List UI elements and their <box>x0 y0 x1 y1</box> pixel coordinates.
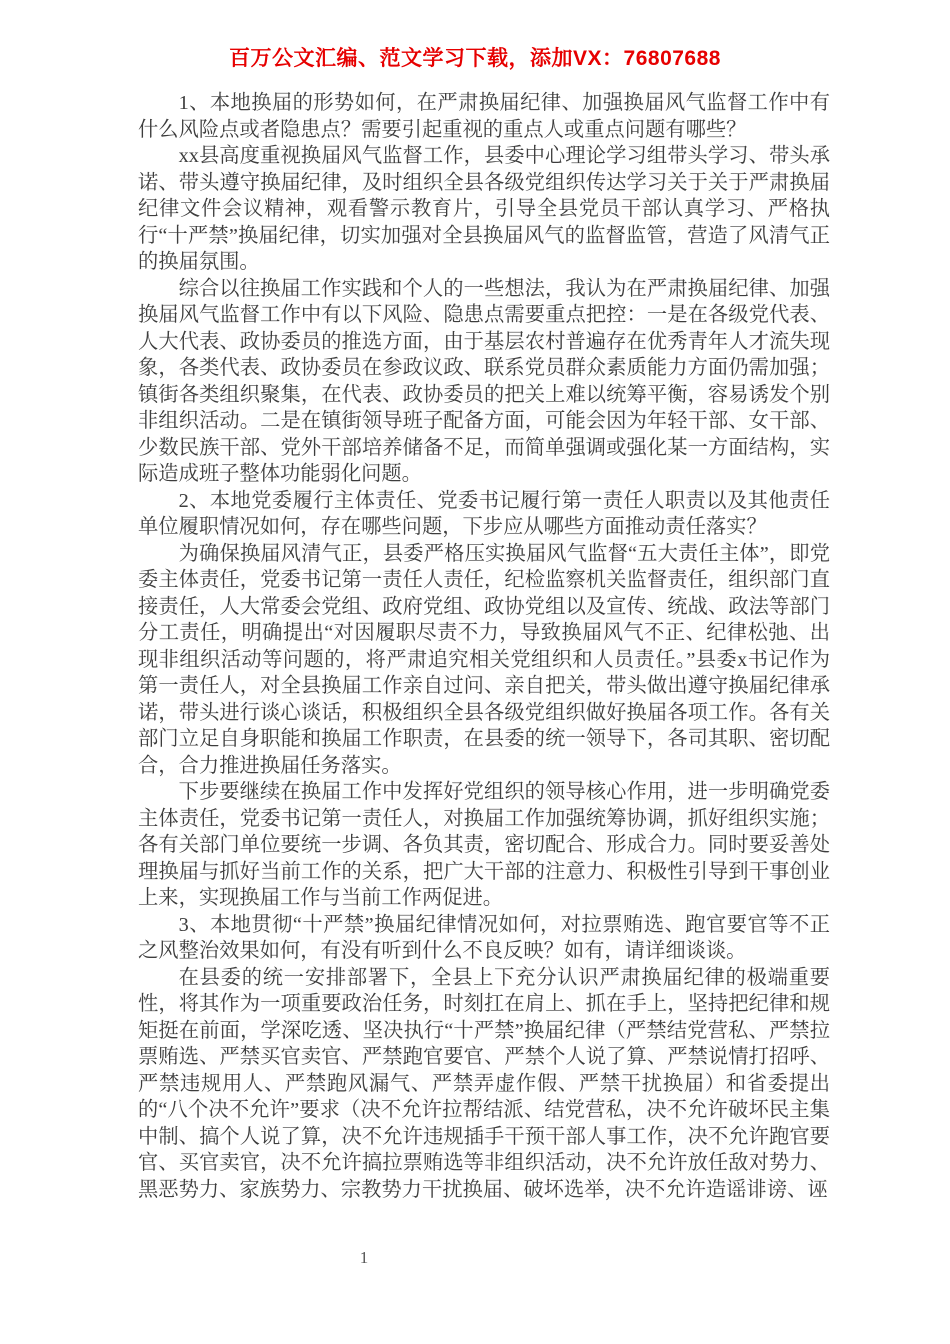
paragraph-question-1: 1、本地换届的形势如何，在严肃换届纪律、加强换届风气监督工作中有什么风险点或者隐患点？需要引起重视的重点人或重点问题有哪些？ <box>138 92 830 141</box>
paragraph-answer-2-part-2: 下步要继续在换届工作中发挥好党组织的领导核心作用，进一步明确党委主体责任，党委书记第一责任人，对换届工作加强统筹协调，抓好组织实施；各有关部门单位要统一步调、各负其责，密切配合、形成合力。同时要妥善处理换届与抓好当前工作的关系，把广大干部的注意力、积极性引导到干事创业上来，实现换届工作与当前工作两促进。 <box>138 781 830 909</box>
paragraph-answer-1-part-1: xx县高度重视换届风气监督工作，县委中心理论学习组带头学习、带头承诺、带头遵守换届纪律，及时组织全县各级党组织传达学习关于关于严肃换届纪律文件会议精神，观看警示教育片，引导全县党员干部认真学习、严格执行“十严禁”换届纪律，切实加强对全县换届风气的监督监管，营造了风清气正的换届氛围。 <box>138 145 830 273</box>
document-body <box>138 90 830 1203</box>
paragraph-answer-1-part-2: 综合以往换届工作实践和个人的一些想法，我认为在严肃换届纪律、加强换届风气监督工作中有以下风险、隐患点需要重点把控：一是在各级党代表、人大代表、政协委员的推选方面，由于基层农村普遍存在优秀青年人才流失现象，各类代表、政协委员在参政议政、联系党员群众素质能力方面仍需加强；镇街各类组织聚集，在代表、政协委员的把关上难以统筹平衡，容易诱发个别非组织活动。二是在镇街领导班子配备方面，可能会因为年轻干部、女干部、少数民族干部、党外干部培养储备不足，而简单强调或强化某一方面结构，实际造成班子整体功能弱化问题。 <box>138 277 830 485</box>
page-number: 1 <box>359 1248 369 1267</box>
paragraph-answer-2-part-1: 为确保换届风清气正，县委严格压实换届风气监督“五大责任主体”，即党委主体责任，党委书记第一责任人责任，纪检监察机关监督责任，组织部门直接责任，人大常委会党组、政府党组、政协党组以及宣传、统战、政法等部门分工责任，明确提出“对因履职尽责不力，导致换届风气不正、纪律松弛、出现非组织活动等问题的，将严肃追究相关党组织和人员责任。”县委x书记作为第一责任人，对全县换届工作亲自过问、亲自把关，带头做出遵守换届纪律承诺，带头进行谈心谈话，积极组织全县各级党组织做好换届各项工作。各有关部门立足自身职能和换届工作职责，在县委的统一领导下，各司其职、密切配合，合力推进换届任务落实。 <box>138 542 830 777</box>
paragraph-answer-3-part-1: 在县委的统一安排部署下，全县上下充分认识严肃换届纪律的极端重要性，将其作为一项重要政治任务，时刻扛在肩上、抓在手上，坚持把纪律和规矩挺在前面，学深吃透、坚决执行“十严禁”换届纪律（严禁结党营私、严禁拉票贿选、严禁买官卖官、严禁跑官要官、严禁个人说了算、严禁说情打招呼、严禁违规用人、严禁跑风漏气、严禁弄虚作假、严禁干扰换届）和省委提出的“八个决不允许”要求（决不允许拉帮结派、结党营私，决不允许破坏民主集中制、搞个人说了算，决不允许违规插手干预干部人事工作，决不允许跑官要官、买官卖官，决不允许搞拉票贿选等非组织活动，决不允许放任敌对势力、黑恶势力、家族势力、宗教势力干扰换届、破坏选举，决不允许造谣诽谤、诬 <box>138 966 830 1201</box>
paragraph-question-2: 2、本地党委履行主体责任、党委书记履行第一责任人职责以及其他责任单位履职情况如何，存在哪些问题，下步应从哪些方面推动责任落实？ <box>138 489 830 538</box>
promo-header-text: 百万公文汇编、范文学习下载，添加VX：76807688 <box>229 47 721 70</box>
paragraph-question-3: 3、本地贯彻“十严禁”换届纪律情况如何，对拉票贿选、跑官要官等不正之风整治效果如何，有没有听到什么不良反映？如有，请详细谈谈。 <box>138 913 830 962</box>
